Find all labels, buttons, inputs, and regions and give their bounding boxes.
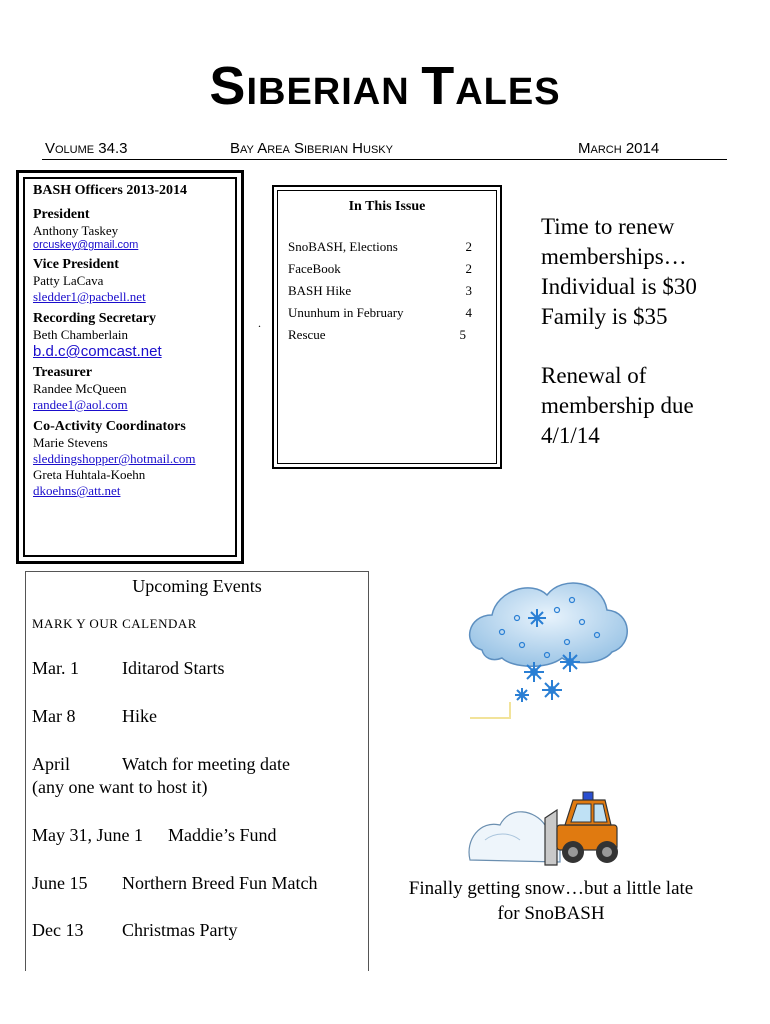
officer-role-title: Vice President	[33, 257, 119, 272]
organization-label: Bay Area Siberian Husky	[230, 140, 393, 157]
in-this-issue-title: In This Issue	[348, 199, 426, 214]
officer-email-link[interactable]: randee1@aol.com	[33, 397, 128, 412]
event-name: Christmas Party	[122, 920, 238, 940]
officer-name: Patty LaCava	[33, 273, 104, 288]
event-item	[32, 825, 277, 846]
officer-name: Greta Huhtala-Koehn	[33, 467, 146, 482]
in-this-issue-inner	[277, 190, 497, 464]
event-date: May 31, June 1	[32, 825, 143, 845]
toc-item	[288, 305, 472, 321]
officer-email-link[interactable]: dkoehns@att.net	[33, 483, 121, 498]
toc-label: BASH Hike	[288, 283, 352, 298]
officers-box-inner	[23, 177, 237, 557]
renewal-line: Family is $35	[541, 304, 668, 329]
event-date: April	[32, 754, 70, 774]
renewal-line: 4/1/14	[541, 423, 600, 448]
issue-date: March 2014	[578, 140, 660, 157]
renewal-line: membership due	[541, 393, 694, 418]
event-item	[32, 754, 290, 775]
toc-label: Rescue	[288, 327, 326, 342]
renewal-line: Time to renew	[541, 214, 675, 239]
caption-line: Finally getting snow…but a little late	[408, 878, 694, 899]
officer-role-title: Recording Secretary	[33, 311, 156, 326]
event-name: Maddie’s Fund	[168, 825, 277, 845]
toc-label: Ununhum in February	[288, 305, 404, 320]
officer-role-title: Co-Activity Coordinators	[33, 419, 186, 434]
officer-name: Marie Stevens	[33, 435, 108, 450]
toc-page: 3	[465, 283, 472, 298]
toc-item	[288, 327, 466, 343]
event-name: Iditarod Starts	[122, 658, 225, 678]
renewal-line: Renewal of	[541, 363, 647, 388]
event-date: June 15	[32, 873, 88, 893]
events-title: Upcoming Events	[132, 576, 262, 596]
toc-page: 2	[465, 239, 472, 254]
event-note: (any one want to host it)	[32, 777, 208, 797]
officer-email-link[interactable]: orcuskey@gmail.com	[33, 239, 139, 251]
newsletter-title: SIBERIAN TALES	[209, 56, 561, 116]
event-item	[32, 706, 157, 727]
officers-heading: BASH Officers 2013-2014	[33, 183, 187, 198]
snow-caption	[376, 876, 726, 926]
upcoming-events-box	[25, 571, 369, 971]
renewal-line: memberships…	[541, 244, 687, 269]
snow-cloud-icon	[462, 570, 637, 720]
toc-label: FaceBook	[288, 261, 341, 276]
renewal-line: Individual is $30	[541, 274, 697, 299]
officer-name: Anthony Taskey	[33, 223, 119, 238]
officer-email-link[interactable]: sleddingshopper@hotmail.com	[33, 451, 196, 466]
toc-page: 2	[465, 261, 472, 276]
event-date: Mar. 1	[32, 658, 79, 678]
event-date: Mar 8	[32, 706, 76, 726]
event-item	[32, 658, 224, 679]
event-name: Hike	[122, 706, 157, 726]
in-this-issue-box	[272, 185, 502, 469]
event-date: Dec 13	[32, 920, 84, 940]
toc-page: 4	[465, 305, 472, 320]
toc-page: 5	[459, 327, 466, 342]
officer-email-link[interactable]: b.d.c@comcast.net	[33, 343, 162, 360]
officer-role-title: Treasurer	[33, 365, 93, 380]
events-subtitle: MARK Y OUR CALENDAR	[32, 616, 197, 631]
event-name: Watch for meeting date	[122, 754, 290, 774]
toc-item	[288, 283, 472, 299]
event-name: Northern Breed Fun Match	[122, 873, 318, 893]
event-item	[32, 920, 238, 941]
toc-label: SnoBASH, Elections	[288, 239, 398, 254]
header-rule	[42, 159, 727, 160]
volume-label: Volume 34.3	[45, 140, 128, 157]
officers-box	[16, 170, 244, 564]
toc-item	[288, 261, 472, 277]
event-item	[32, 873, 317, 894]
officer-name: Beth Chamberlain	[33, 327, 128, 342]
caption-line: for SnoBASH	[497, 903, 605, 924]
officer-email-link[interactable]: sledder1@pacbell.net	[33, 289, 146, 304]
stray-mark: .	[258, 316, 261, 330]
toc-item	[288, 239, 472, 255]
officer-role-title: President	[33, 207, 90, 222]
snow-plow-truck-icon	[465, 770, 635, 870]
officer-name: Randee McQueen	[33, 381, 127, 396]
